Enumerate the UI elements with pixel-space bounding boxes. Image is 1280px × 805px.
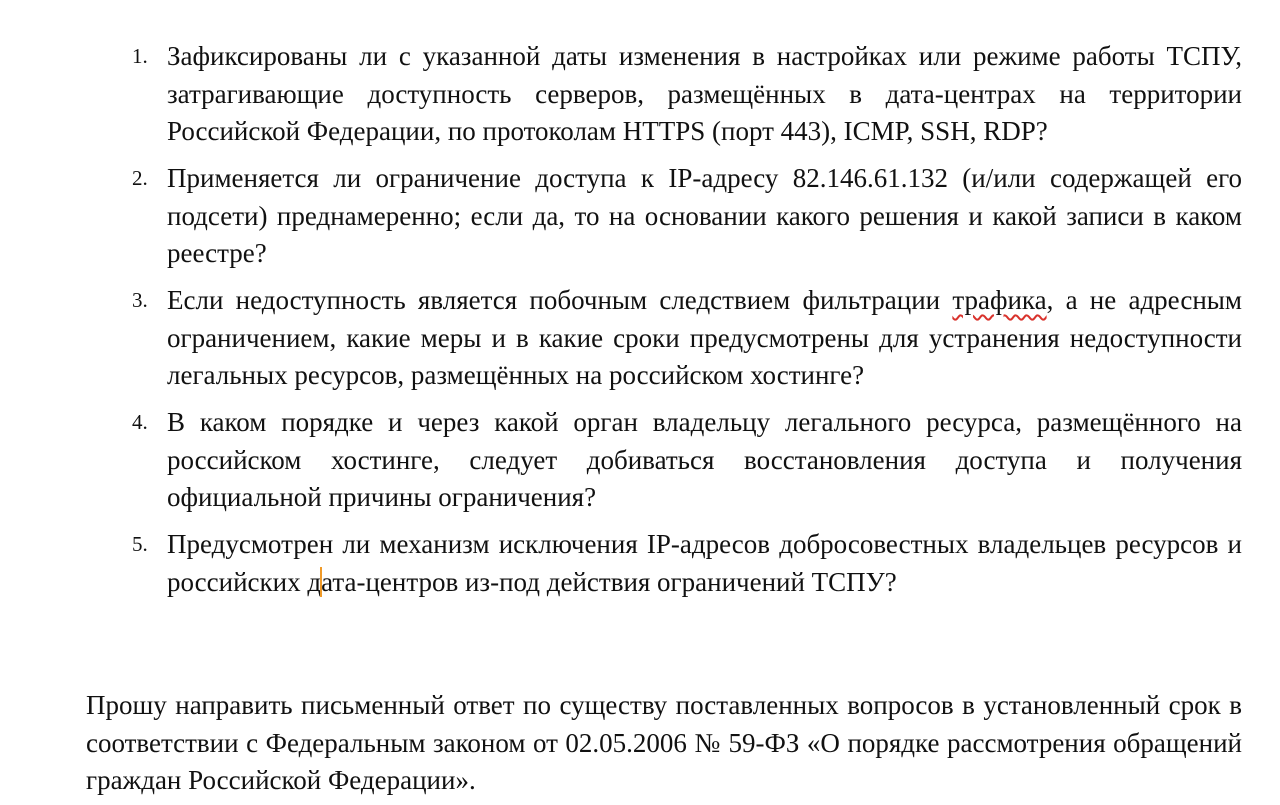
list-item [120, 160, 1242, 273]
list-item-text-after: , а не адресным ограничением, какие меры и в какие сроки предусмотрены для устранения недоступности легальных ресурсов, размещённых на российском хостинге? [167, 285, 1242, 390]
list-item-number: 4. [132, 410, 148, 434]
list-item [120, 38, 1242, 151]
list-item-text[interactable]: В каком порядке и через какой орган владельцу легального ресурса, размещённого на российском хостинге, следует добиваться восстановления доступа и получения официальной причины ограничения? [167, 407, 1242, 512]
misspelled-word[interactable]: трафика [952, 285, 1047, 315]
list-item-text-before: Предусмотрен ли механизм исключения IP-адресов добросовестных владельцев ресурсов и российских д [167, 529, 1242, 597]
questions-list [120, 38, 1242, 611]
list-item-text[interactable]: Применяется ли ограничение доступа к IP-адресу 82.146.61.132 (и/или содержащей его подсети) преднамеренно; если да, то на основании какого решения и какой записи в каком реестре? [167, 163, 1242, 268]
list-item-number: 1. [132, 44, 148, 68]
list-item [120, 526, 1242, 601]
list-item-text[interactable] [167, 282, 1242, 395]
list-item-text-after: ата-центров из-под действия ограничений ТСПУ? [321, 566, 897, 597]
list-item-text[interactable] [167, 526, 1242, 601]
list-item-number: 2. [132, 166, 148, 190]
list-item [120, 282, 1242, 395]
list-item [120, 404, 1242, 517]
list-item-text[interactable]: Зафиксированы ли с указанной даты изменения в настройках или режиме работы ТСПУ, затрагивающие доступность серверов, размещённых в дата-центрах на территории Российской Федерации, по протоколам HTTPS (порт 443), ICMP, SSH, RDP? [167, 41, 1242, 146]
closing-paragraph[interactable]: Прошу направить письменный ответ по существу поставленных вопросов в установленный срок в соответствии с Федеральным законом от 02.05.2006 № 59-ФЗ «О порядке рассмотрения обращений граждан Российской Федерации». [86, 690, 1242, 795]
list-item-number: 3. [132, 288, 148, 312]
list-item-text-before: Если недоступность является побочным следствием фильтрации [167, 285, 953, 315]
list-item-number: 5. [132, 532, 148, 556]
